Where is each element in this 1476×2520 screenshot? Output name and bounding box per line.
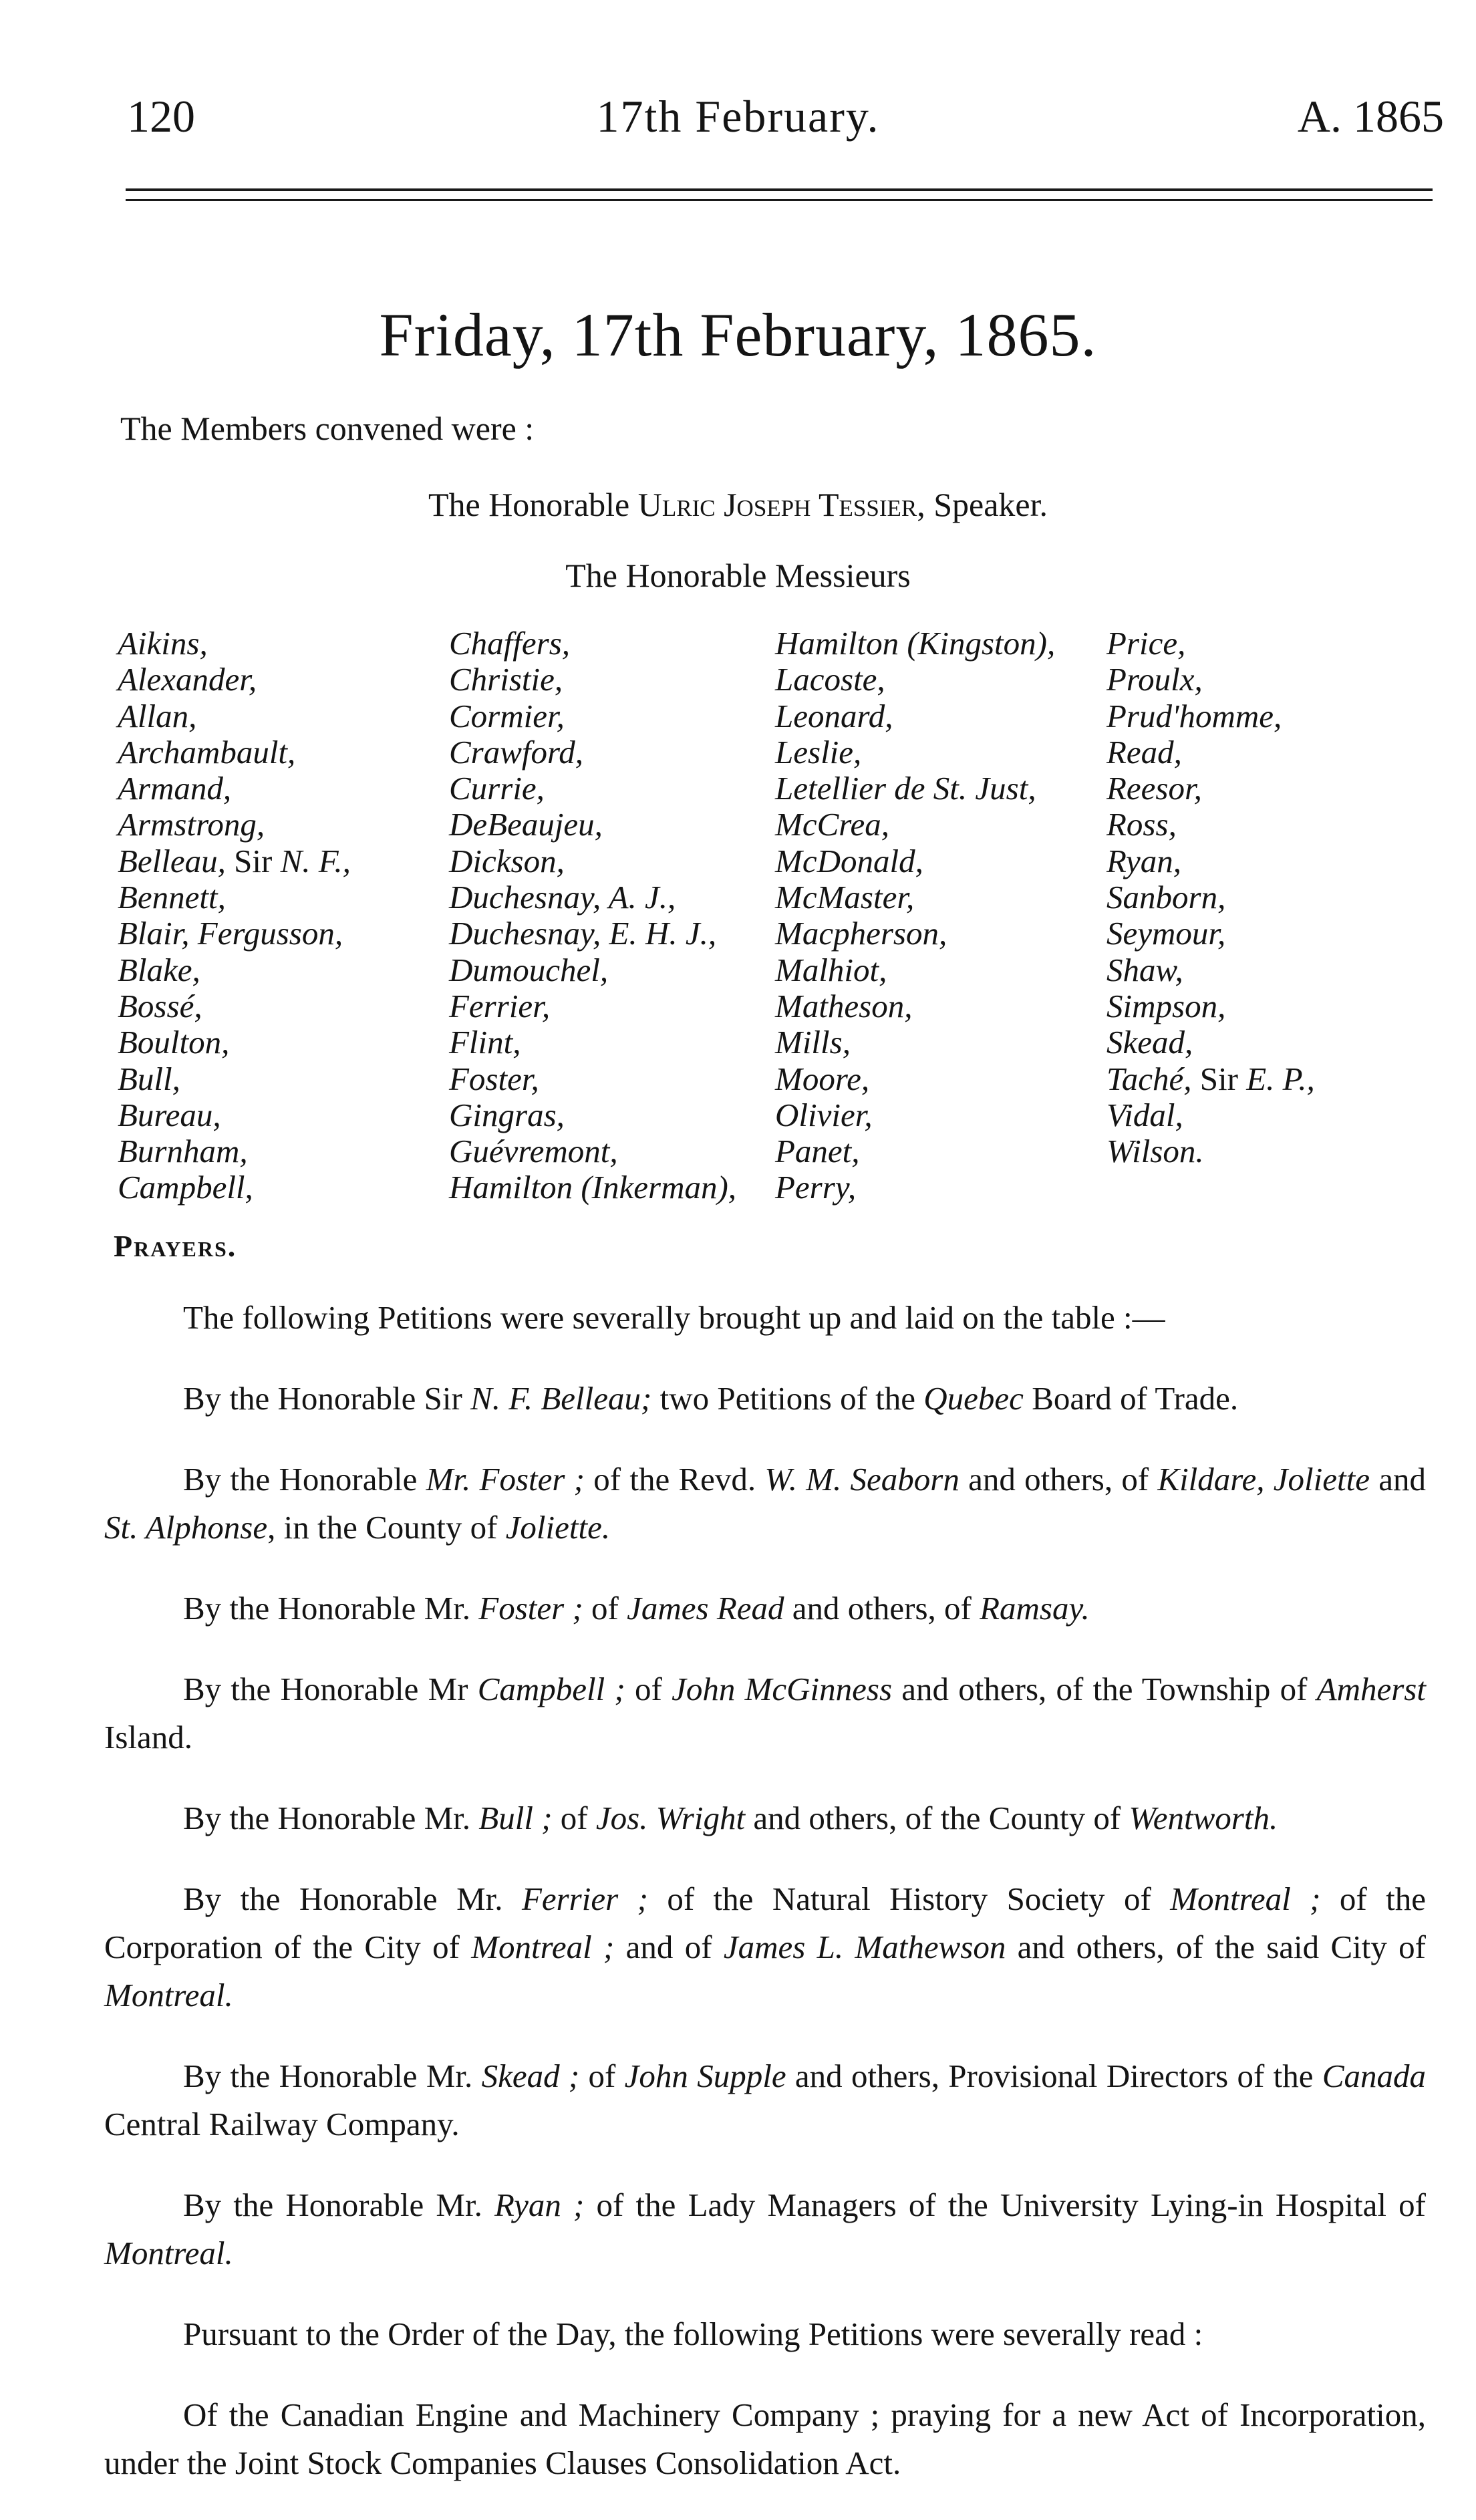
petition-paragraph: The following Petitions were severally brought up and laid on the table :— (183, 1299, 1165, 1336)
member-name: Mills, (775, 1024, 851, 1061)
header-rule-thin (126, 199, 1433, 201)
member-name: Letellier de St. Just, (775, 770, 1036, 807)
petition-paragraph: By the Honorable Sir N. F. Belleau; two Petitions of the Quebec Board of Trade. (183, 1380, 1239, 1417)
member-name: Hamilton (Kingston), (775, 625, 1056, 662)
member-name: Shaw, (1106, 951, 1183, 988)
member-name: Alexander, (118, 661, 257, 698)
member-name: Christie, (449, 661, 563, 698)
member-name: Aikins, (118, 625, 208, 662)
member-name: Malhiot, (775, 951, 887, 988)
member-name: Chaffers, (449, 625, 571, 662)
member-name: Campbell, (118, 1169, 253, 1206)
member-name: Bennett, (118, 879, 226, 916)
page-number: 120 (127, 91, 195, 142)
member-name: McMaster, (775, 879, 915, 916)
member-name: Leslie, (775, 733, 862, 771)
member-name: Blair, Fergusson, (118, 915, 343, 952)
member-name: Hamilton (Inkerman), (449, 1169, 737, 1206)
member-name: Macpherson, (775, 915, 947, 952)
member-name: Leonard, (775, 697, 893, 734)
member-name: Proulx, (1106, 661, 1203, 698)
member-name: Allan, (118, 697, 197, 734)
member-name: Panet, (775, 1133, 860, 1170)
member-column (1106, 625, 1315, 1169)
member-name: Archambault, (118, 733, 296, 771)
petition-paragraph: Of the Canadian Engine and Machinery Company ; praying for a new Act of Incorporation, under the Joint Stock Companies Clauses Consolidation Act. (104, 2396, 1426, 2481)
member-name: Boulton, (118, 1024, 230, 1061)
day-heading: Friday, 17th February, 1865. (379, 301, 1097, 369)
member-name: Foster, (449, 1060, 539, 1097)
member-name: McCrea, (775, 806, 889, 843)
petition-paragraph: Pursuant to the Order of the Day, the following Petitions were severally read : (183, 2316, 1203, 2352)
member-name: Crawford, (449, 733, 584, 771)
member-name: Currie, (449, 770, 545, 807)
member-name: Ferrier, (449, 987, 551, 1024)
speaker-name: Ulric Joseph Tessier (637, 486, 917, 523)
member-name: Dickson, (449, 842, 565, 879)
member-name: Wilson. (1106, 1133, 1204, 1170)
member-name: DeBeaujeu, (449, 806, 603, 843)
volume-label: A. 1865 (1297, 91, 1444, 142)
member-column (775, 625, 1055, 1206)
member-name: Belleau, Sir N. F., (118, 842, 351, 879)
member-name: Cormier, (449, 697, 565, 734)
member-column (118, 625, 351, 1206)
member-name: Bull, (118, 1060, 180, 1097)
member-name: Perry, (775, 1169, 857, 1206)
member-name: Armstrong, (118, 806, 265, 843)
member-name: Read, (1106, 733, 1182, 771)
member-name: Price, (1106, 625, 1186, 662)
petition-paragraph: By the Honorable Mr. Foster ; of the Revd. W. M. Seaborn and others, of Kildare, Joliette and St. Alphonse, in the County of Joliette. (104, 1461, 1426, 1546)
petition-paragraph: By the Honorable Mr Campbell ; of John McGinness and others, of the Township of Amherst Island. (104, 1671, 1426, 1756)
member-name: Blake, (118, 951, 200, 988)
running-title: 17th February. (596, 91, 880, 142)
member-name: Duchesnay, A. J., (449, 879, 676, 916)
petition-paragraph: By the Honorable Mr. Ferrier ; of the Natural History Society of Montreal ; of the Corporation of the City of Montreal ; and of James L. Mathewson and others, of the said City of Montreal. (104, 1880, 1426, 2013)
member-name: Burnham, (118, 1133, 248, 1170)
member-name: Seymour, (1106, 915, 1226, 952)
member-name: Vidal, (1106, 1096, 1183, 1133)
member-name: Ross, (1106, 806, 1177, 843)
petitions-body (104, 1294, 1426, 2520)
member-name: Prud'homme, (1106, 697, 1282, 734)
header-rule-thick (126, 188, 1433, 191)
petition-paragraph: By the Honorable Mr. Bull ; of Jos. Wright and others, of the County of Wentworth. (183, 1800, 1278, 1836)
member-name: Olivier, (775, 1096, 873, 1133)
speaker-line (0, 485, 1476, 524)
member-name: Flint, (449, 1024, 521, 1061)
member-name: Armand, (118, 770, 232, 807)
messieurs-heading: The Honorable Messieurs (565, 557, 911, 594)
petition-paragraph: By the Honorable Mr. Ryan ; of the Lady Managers of the University Lying-in Hospital of Montreal. (104, 2187, 1426, 2271)
member-name: Gingras, (449, 1096, 565, 1133)
member-name: Simpson, (1106, 987, 1226, 1024)
member-name: McDonald, (775, 842, 923, 879)
members-convened-line: The Members convened were : (120, 410, 535, 447)
petition-paragraph: By the Honorable Mr. Foster ; of James Read and others, of Ramsay. (183, 1590, 1090, 1627)
speaker-suffix: , Speaker. (917, 486, 1048, 523)
petition-paragraph: By the Honorable Mr. Skead ; of John Supple and others, Provisional Directors of the Canada Central Railway Company. (104, 2058, 1426, 2142)
member-name: Dumouchel, (449, 951, 609, 988)
member-name: Sanborn, (1106, 879, 1226, 916)
member-name: Bossé, (118, 987, 202, 1024)
member-name: Taché, Sir E. P., (1106, 1060, 1315, 1097)
member-name: Lacoste, (775, 661, 885, 698)
member-column (449, 625, 736, 1206)
speaker-prefix: The Honorable (428, 486, 630, 523)
member-name: Guévremont, (449, 1133, 618, 1170)
member-name: Skead, (1106, 1024, 1193, 1061)
member-name: Moore, (775, 1060, 870, 1097)
member-name: Reesor, (1106, 770, 1202, 807)
prayers-heading: Prayers. (114, 1229, 237, 1263)
member-name: Matheson, (775, 987, 913, 1024)
member-name: Duchesnay, E. H. J., (449, 915, 717, 952)
member-name: Bureau, (118, 1096, 221, 1133)
member-name: Ryan, (1106, 842, 1182, 879)
